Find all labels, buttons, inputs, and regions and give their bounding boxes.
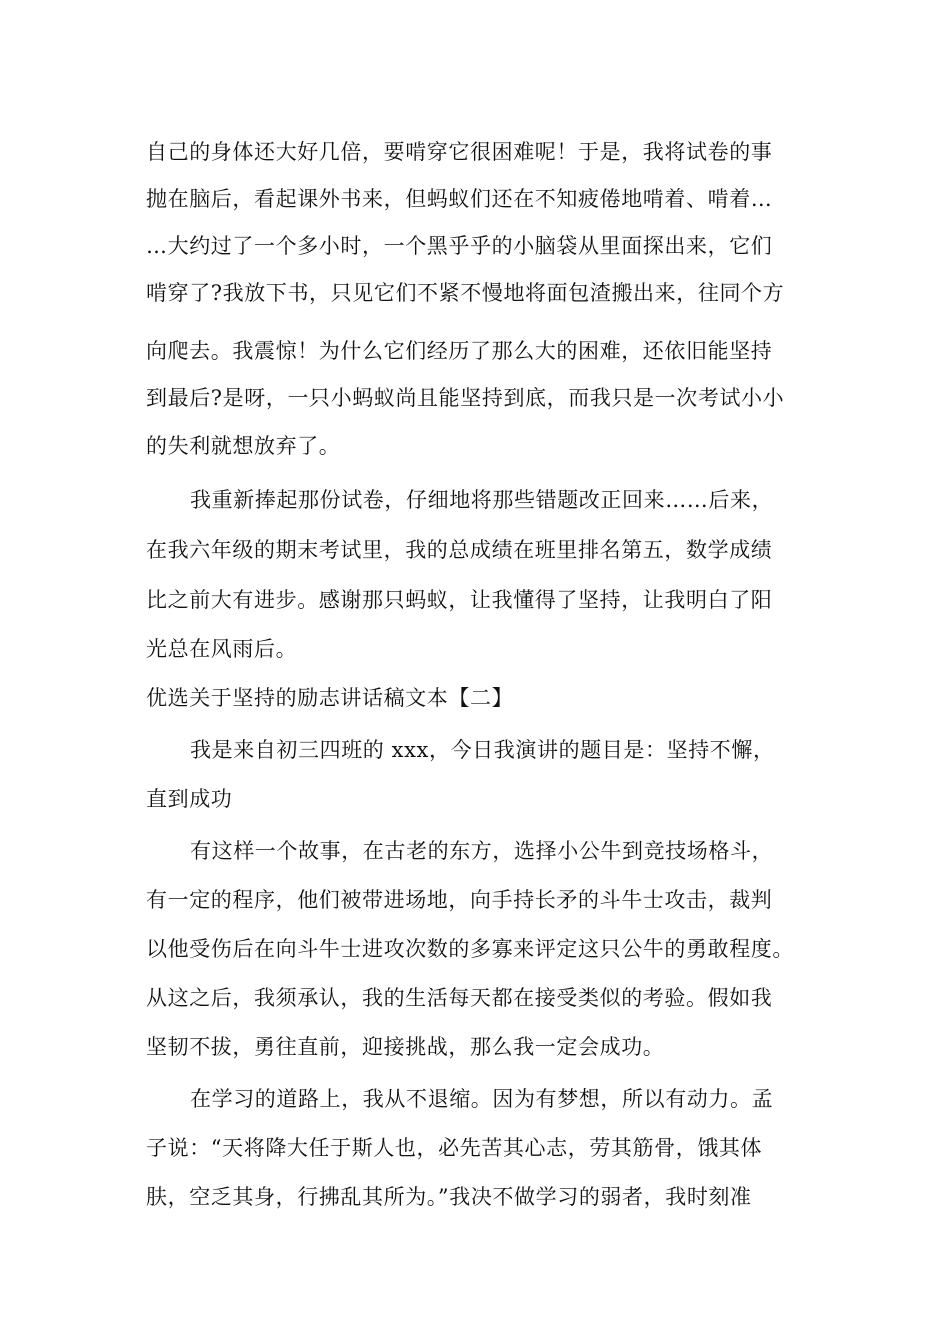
paragraph-line: 我重新捧起那份试卷，仔细地将那些错题改正回来……后来， <box>190 488 774 512</box>
paragraph-line: 到最后?是呀，一只小蚂蚁尚且能坚持到底，而我只是一次考试小小 <box>146 386 785 410</box>
paragraph-line: 有这样一个故事，在古老的东方，选择小公牛到竞技场格斗， <box>190 839 774 863</box>
paragraph-line: 有一定的程序，他们被带进场地，向手持长矛的斗牛士攻击，裁判 <box>146 888 773 912</box>
paragraph-line: 的失利就想放弃了。 <box>146 434 341 458</box>
paragraph-line: 从这之后，我须承认，我的生活每天都在接受类似的考验。假如我 <box>146 986 773 1010</box>
paragraph-line: 抛在脑后，看起课外书来，但蚂蚁们还在不知疲倦地啃着、啃着… <box>146 187 773 211</box>
paragraph-line: 在学习的道路上，我从不退缩。因为有梦想，所以有动力。孟 <box>190 1087 774 1111</box>
paragraph-line: 以他受伤后在向斗牛士进攻次数的多寡来评定这只公牛的勇敢程度。 <box>146 937 794 961</box>
section-heading: 优选关于坚持的励志讲话稿文本【二】 <box>146 686 514 710</box>
paragraph-line: 比之前大有进步。感谢那只蚂蚁，让我懂得了坚持，让我明白了阳 <box>146 588 773 612</box>
paragraph-line: 直到成功 <box>146 787 233 811</box>
paragraph-line: 子说：“天将降大任于斯人也，必先苦其心志，劳其筋骨，饿其体 <box>146 1136 763 1160</box>
paragraph-line: …大约过了一个多小时，一个黑乎乎的小脑袋从里面探出来，它们 <box>146 234 773 258</box>
paragraph-line: 向爬去。我震惊！为什么它们经历了那么大的困难，还依旧能坚持 <box>146 339 773 363</box>
paragraph-line: 光总在风雨后。 <box>146 637 298 661</box>
paragraph-line: 在我六年级的期末考试里，我的总成绩在班里排名第五，数学成绩 <box>146 538 773 562</box>
paragraph-line: 我是来自初三四班的 xxx，今日我演讲的题目是：坚持不懈， <box>190 738 775 762</box>
paragraph-line: 自己的身体还大好几倍，要啃穿它很困难呢！于是，我将试卷的事 <box>146 140 773 164</box>
paragraph-line: 坚韧不拔，勇往直前，迎接挑战，那么我一定会成功。 <box>146 1035 665 1059</box>
paragraph-line: 啃穿了?我放下书，只见它们不紧不慢地将面包渣搬出来，往同个方 <box>146 281 785 305</box>
paragraph-line: 肤，空乏其身，行拂乱其所为。”我决不做学习的弱者，我时刻准 <box>146 1185 752 1209</box>
